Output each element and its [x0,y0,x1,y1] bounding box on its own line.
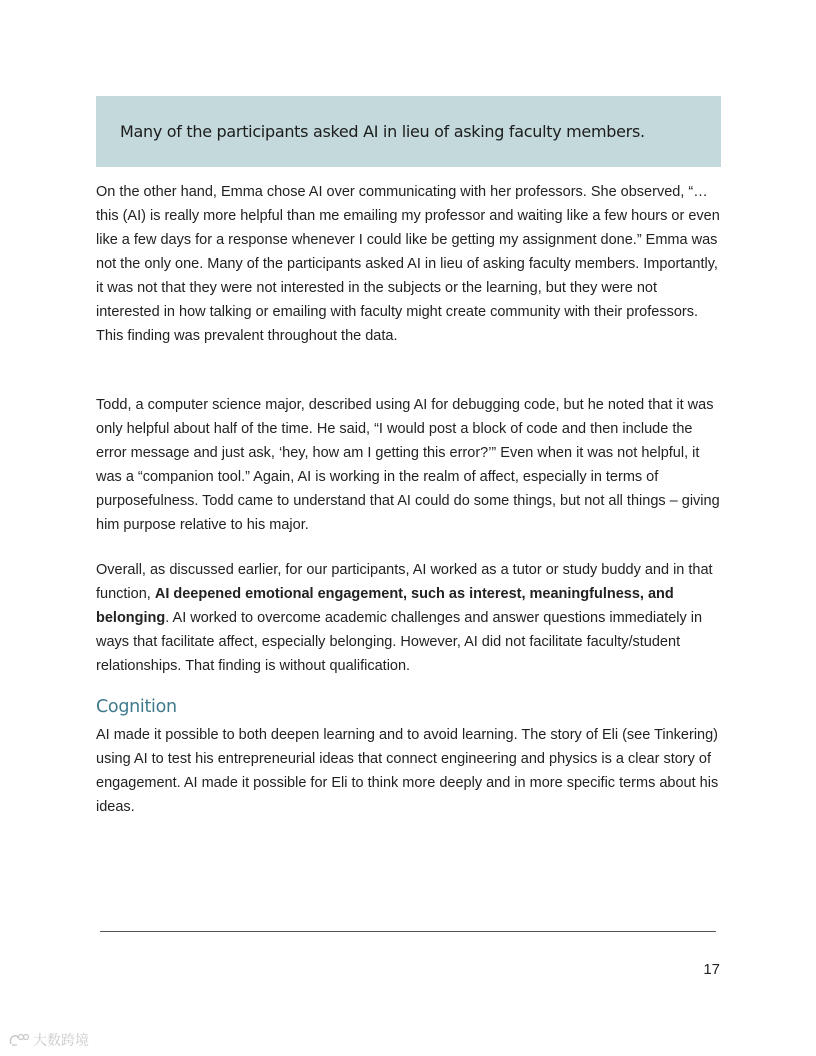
footer-divider [100,931,716,932]
watermark [8,1030,89,1050]
pull-quote-callout [96,96,721,167]
watermark-logo-icon [8,1032,30,1048]
page-number: 17 [703,961,720,978]
paragraph-todd: Todd, a computer science major, described using AI for debugging code, but he noted that it was only helpful about half of the time. He said, “I would post a block of code and then include the error message and just ask, ‘hey, how am I getting this error?’” Even when it was not helpful, it was a “companion tool.” Again, AI is working in the realm of affect, especially in terms of purposefulness. Todd came to understand that AI could do some things, but not all things – giving him purpose relative to his major. [96,397,720,533]
paragraph-overall-end: . AI worked to overcome academic challenges and answer questions immediately in ways that facilitate affect, especially belonging. However, AI did not facilitate faculty/student relationships. That finding is without qualification. [96,610,703,674]
section-heading-cognition: Cognition [96,697,177,717]
paragraph-overall-start: Overall, as discussed earlier, for our participants, AI worked as a tutor or study buddy and in that function, [96,562,713,602]
watermark-text: 大数跨境 [33,1033,89,1049]
paragraph-overall-emphasis: AI deepened emotional engagement, such as interest, meaningfulness, and belonging [96,586,674,626]
pull-quote-text: Many of the participants asked AI in lieu of asking faculty members. [120,122,645,141]
paragraph-cognition: AI made it possible to both deepen learning and to avoid learning. The story of Eli (see Tinkering) using AI to test his entrepreneurial ideas that connect engineering and physics is a clear story of engagement. AI made it possible for Eli to think more deeply and in more specific terms about his ideas. [96,727,719,815]
paragraph-emma: On the other hand, Emma chose AI over communicating with her professors. She observed, “… this (AI) is really more helpful than me emailing my professor and waiting like a few hours or even like a few days for a response whenever I could like be getting my assignment done.” Emma was not the only one. Many of the participants asked AI in lieu of asking faculty members. Importantly, it was not that they were not interested in the subjects or the learning, but they were not interested in how talking or emailing with faculty might create community with their professors. This finding was prevalent throughout the data. [96,184,720,344]
paragraph-overall [96,558,722,678]
